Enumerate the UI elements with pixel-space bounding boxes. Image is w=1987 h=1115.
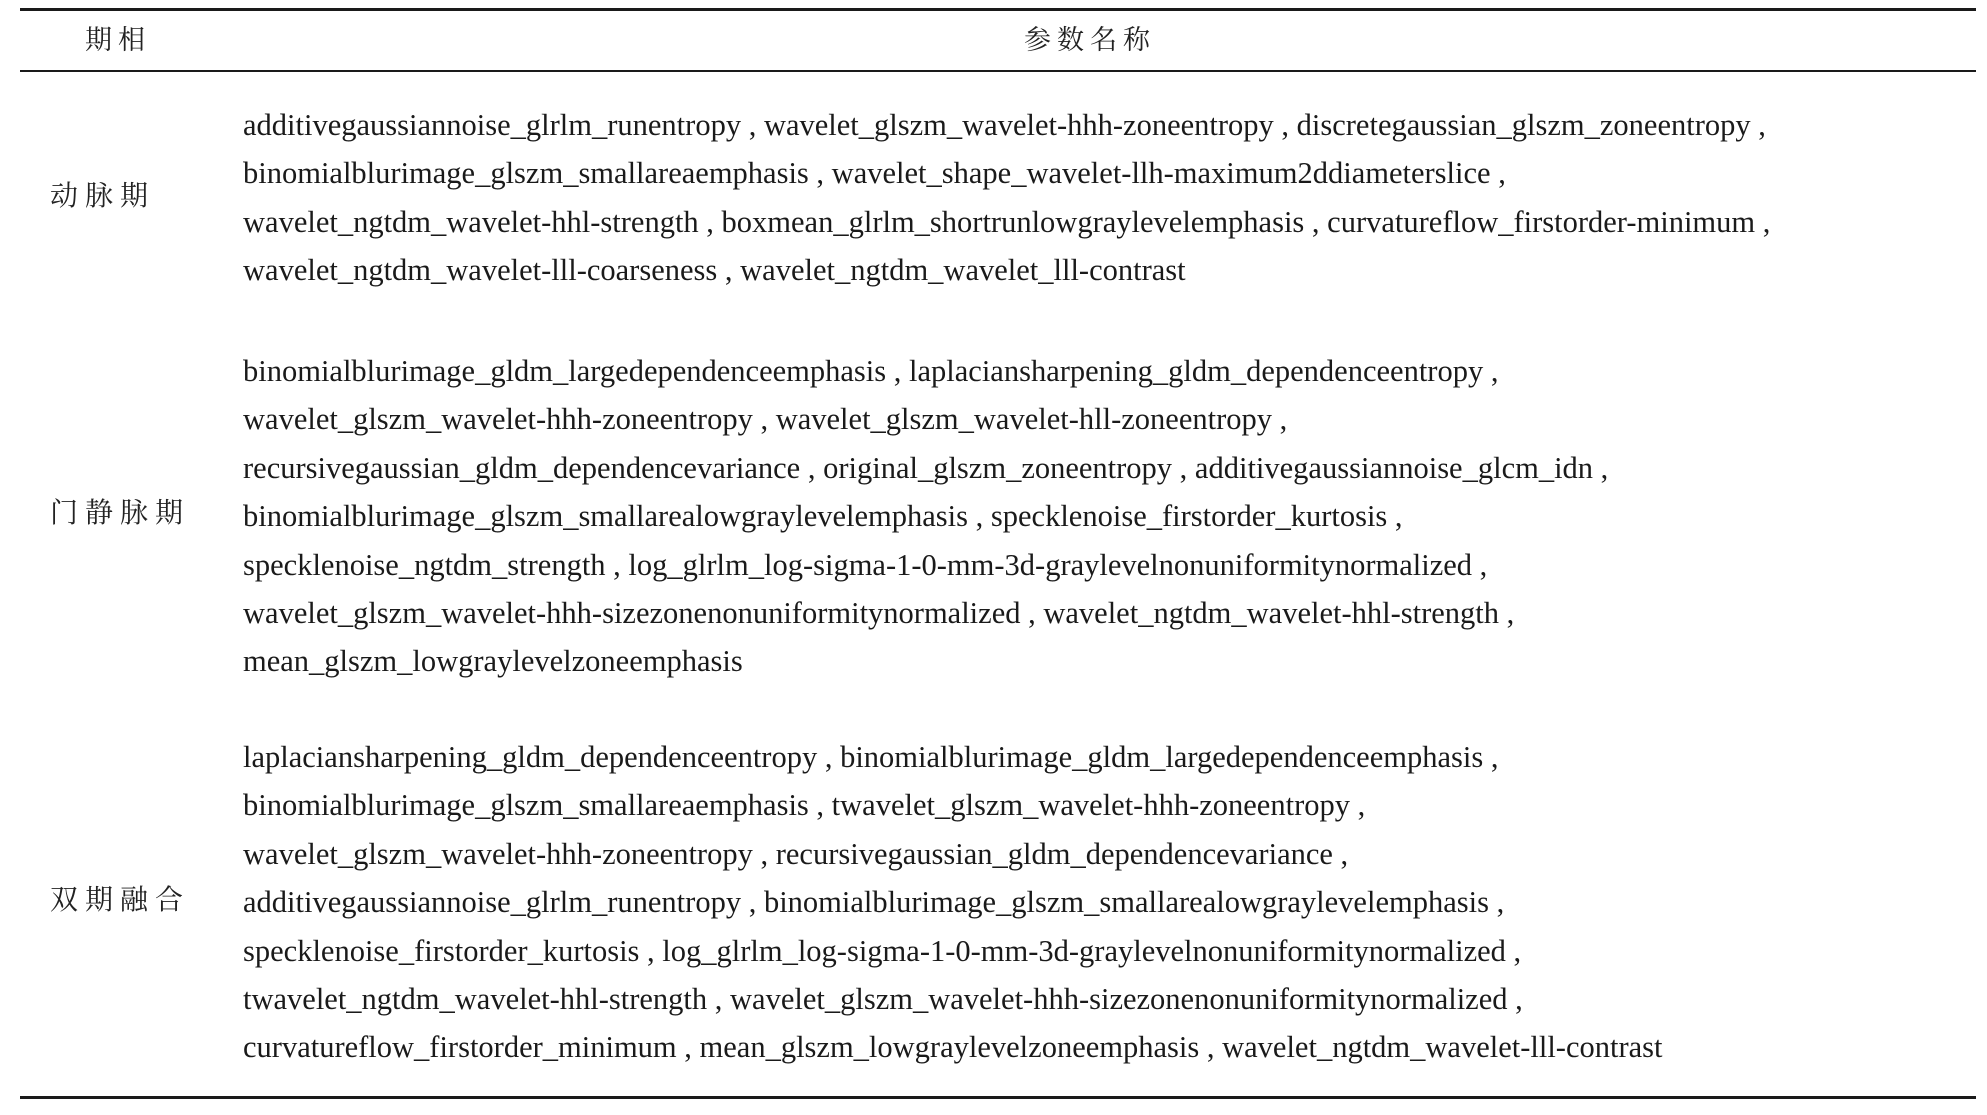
param-line: binomialblurimage_gldm_largedependenceemphasis , laplaciansharpening_gldm_dependenceentropy , — [243, 354, 1499, 388]
param-line: mean_glszm_lowgraylevelzoneemphasis — [243, 644, 743, 679]
param-line: wavelet_glszm_wavelet-hhh-zoneentropy , wavelet_glszm_wavelet-hll-zoneentropy , — [243, 402, 1288, 437]
column-header-params: 参数名称 — [1024, 25, 1156, 56]
table-header-rule — [20, 70, 1976, 72]
row-phase-portal-venous: 门静脉期 — [50, 496, 191, 529]
param-line: specklenoise_firstorder_kurtosis , log_glrlm_log-sigma-1-0-mm-3d-graylevelnonuniformitynormalized , — [243, 933, 1522, 968]
column-header-phase: 期相 — [85, 25, 151, 56]
row-phase-arterial: 动脉期 — [50, 179, 156, 212]
param-line: wavelet_glszm_wavelet-hhh-sizezonenonuniformitynormalized , wavelet_ngtdm_wavelet-hhl-strength , — [243, 595, 1515, 630]
param-line: wavelet_glszm_wavelet-hhh-zoneentropy , recursivegaussian_gldm_dependencevariance , — [243, 836, 1349, 871]
row-params-portal-venous — [243, 347, 1968, 686]
param-line: recursivegaussian_gldm_dependencevariance , original_glszm_zoneentropy , additivegaussiannoise_glcm_idn , — [243, 450, 1609, 485]
param-line: wavelet_ngtdm_wavelet-hhl-strength , boxmean_glrlm_shortrunlowgraylevelemphasis , curvatureflow_firstorder-minimum , — [243, 204, 1771, 239]
param-line: additivegaussiannoise_glrlm_runentropy , wavelet_glszm_wavelet-hhh-zoneentropy , discretegaussian_glszm_zoneentropy , — [243, 108, 1766, 142]
param-line: specklenoise_ngtdm_strength , log_glrlm_log-sigma-1-0-mm-3d-graylevelnonuniformitynormalized , — [243, 547, 1488, 582]
param-line: binomialblurimage_glszm_smallareaemphasis , wavelet_shape_wavelet-llh-maximum2ddiameterslice , — [243, 156, 1506, 191]
param-line: binomialblurimage_glszm_smallareaemphasis , twavelet_glszm_wavelet-hhh-zoneentropy , — [243, 788, 1366, 823]
row-phase-dual-fusion: 双期融合 — [50, 883, 191, 916]
row-params-dual-fusion — [243, 733, 1968, 1072]
param-line: twavelet_ngtdm_wavelet-hhl-strength , wavelet_glszm_wavelet-hhh-sizezonenonuniformitynormalized , — [243, 981, 1523, 1016]
row-params-arterial — [243, 101, 1968, 295]
param-line: laplaciansharpening_gldm_dependenceentropy , binomialblurimage_gldm_largedependenceemphasis , — [243, 740, 1499, 774]
param-line: binomialblurimage_glszm_smallarealowgraylevelemphasis , specklenoise_firstorder_kurtosis , — [243, 499, 1403, 534]
table-bottom-rule — [20, 1096, 1976, 1099]
param-line: wavelet_ngtdm_wavelet-lll-coarseness , wavelet_ngtdm_wavelet_lll-contrast — [243, 253, 1186, 288]
param-line: additivegaussiannoise_glrlm_runentropy , binomialblurimage_glszm_smallarealowgraylevelemphasis , — [243, 885, 1505, 920]
param-line: curvatureflow_firstorder_minimum , mean_glszm_lowgraylevelzoneemphasis , wavelet_ngtdm_wavelet-lll-contrast — [243, 1030, 1663, 1065]
